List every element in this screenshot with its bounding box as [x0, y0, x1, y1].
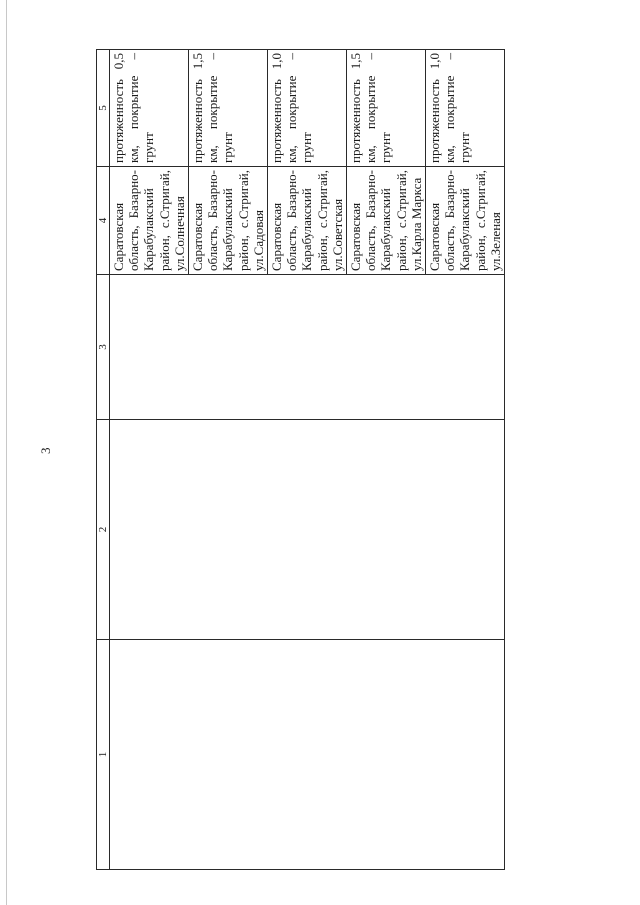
description-cell: протяженность 1,0 км, покрытие – грунт — [268, 50, 347, 167]
description-cell: протяженность 1,5 км, покрытие – грунт — [347, 50, 426, 167]
address-cell: Саратовская область, Базарно-Карабулакский район, с.Стригай, ул.Советская — [268, 167, 347, 275]
address-cell: Саратовская область, Базарно-Карабулакский район, с.Стригай, ул.Садовая — [189, 167, 268, 275]
column-number-3: 3 — [97, 275, 110, 420]
column-number-2: 2 — [97, 420, 110, 640]
page-number: 3 — [38, 447, 53, 454]
description-cell: протяженность 1,0 км, покрытие – грунт — [426, 50, 505, 167]
empty-cell-col3 — [110, 275, 505, 420]
address-cell: Саратовская область, Базарно-Карабулакский район, с.Стригай, ул.Солнечная — [110, 167, 189, 275]
address-cell: Саратовская область, Базарно-Карабулакский район, с.Стригай, ул.Зеленая — [426, 167, 505, 275]
page-edge — [6, 0, 7, 905]
column-number-row — [97, 50, 110, 870]
rotated-table-container — [96, 50, 503, 870]
description-cell: протяженность 0,5 км, покрытие – грунт — [110, 50, 189, 167]
column-number-5: 5 — [97, 50, 110, 167]
description-cell: протяженность 1,5 км, покрытие – грунт — [189, 50, 268, 167]
table-row — [110, 50, 189, 870]
address-cell: Саратовская область, Базарно-Карабулакский район, с.Стригай, ул.Карла Маркса — [347, 167, 426, 275]
column-number-1: 1 — [97, 640, 110, 870]
road-table — [96, 49, 505, 870]
column-number-4: 4 — [97, 167, 110, 275]
empty-cell-col2 — [110, 420, 505, 640]
empty-cell-col1 — [110, 640, 505, 870]
